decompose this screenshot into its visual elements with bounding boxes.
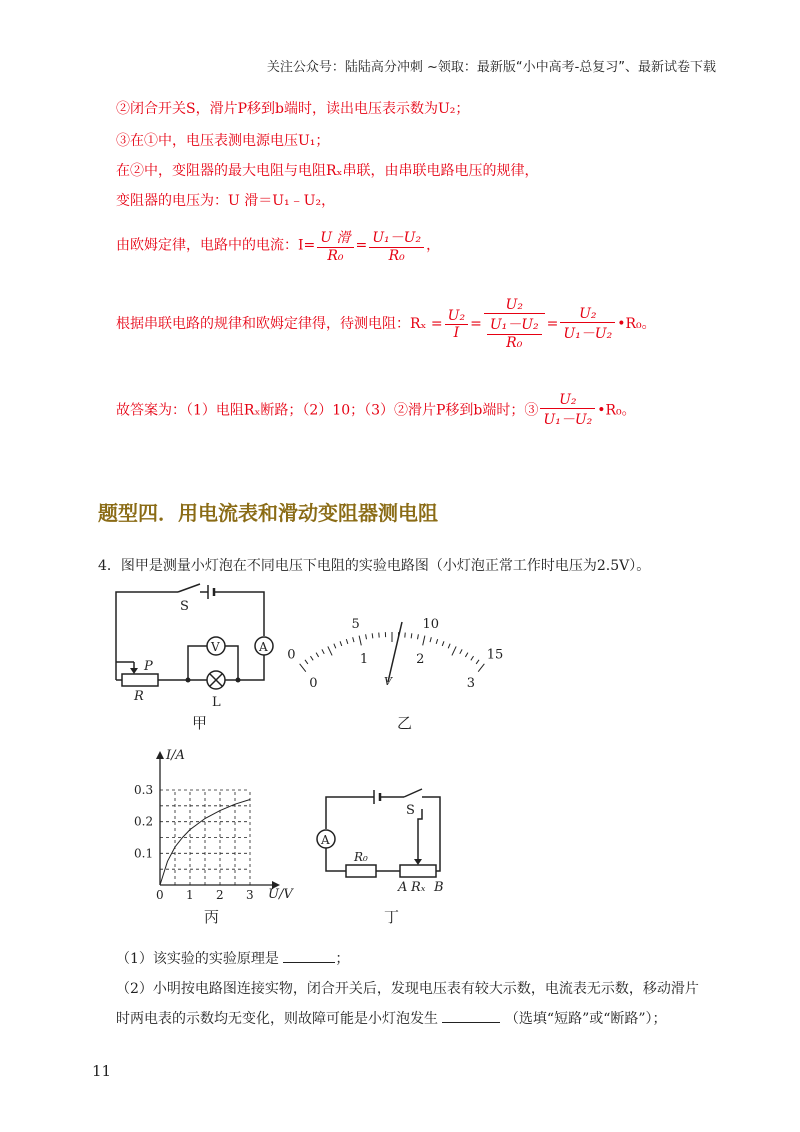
fraction-numerator: U₂	[484, 297, 545, 314]
rheostat-body	[122, 674, 158, 686]
dial-outer-tick-label: 5	[351, 616, 360, 632]
solution-line-6: 根据串联电路的规律和欧姆定律得，待测电阻：Rₓ = $\frac{\text{U₂}}{I}$ = $\frac{\text{U₂}}{\frac{\text{U₁－U₂}}{\text{R₀}}}$ = $\frac{\text{U₂}}{\text{U₁－U₂}}$ •R₀。	[116, 297, 656, 351]
slider-arrow-head	[414, 859, 422, 865]
y-tick-label: 0.3	[134, 783, 154, 797]
dial-tick	[346, 639, 348, 644]
dial-outer-tick-label: 0	[287, 647, 296, 663]
fraction	[369, 227, 424, 264]
fraction-numerator: U₁－U₂	[487, 314, 542, 335]
circuit-diagram-ding	[314, 785, 454, 900]
dial-tick	[442, 641, 444, 646]
caption-bing: 丙	[204, 908, 220, 926]
dial-tick	[328, 646, 332, 655]
fraction-denominator: R₀	[506, 335, 523, 351]
terminal-b-label: B	[434, 880, 444, 895]
page-header: 关注公众号：陆陆高分冲刺 ~领取：最新版“小中高考-总复习”、最新试卷下载	[266, 60, 716, 75]
dial-inner-tick-label: 1	[359, 652, 369, 668]
switch-label: S	[406, 803, 415, 818]
ammeter-label: A	[259, 640, 268, 654]
fraction	[540, 392, 595, 429]
terminal-a-label: A	[398, 880, 408, 895]
dial-needle	[388, 622, 402, 682]
dial-tick	[322, 649, 324, 653]
junction-dot	[186, 678, 191, 683]
solution-line-3: 在②中，变阻器的最大电阻与电阻Rₓ串联，由串联电路电压的规律，	[116, 163, 539, 179]
wire	[422, 797, 440, 871]
r0-resistor	[346, 865, 376, 877]
dial-tick	[411, 633, 412, 638]
caption-yi: 乙	[397, 714, 413, 732]
dial-tick	[452, 646, 456, 655]
voltmeter-label: V	[211, 640, 220, 654]
iu-chart-bing	[120, 745, 310, 905]
wire	[238, 655, 264, 680]
dial-tick	[471, 656, 474, 660]
solution-line-2: ③在①中，电压表测电源电压U₁；	[116, 133, 330, 149]
dial-tick	[340, 641, 342, 646]
page-number: 11	[92, 1062, 112, 1080]
punctuation: •R₀。	[597, 402, 636, 419]
caption-ding: 丁	[384, 908, 400, 926]
fraction-denominator: U₁－U₂	[563, 325, 613, 342]
slider-label: P	[144, 659, 153, 674]
question-text: （选填“短路”或“断路”）；	[504, 1011, 667, 1027]
answer-blank[interactable]	[442, 1022, 500, 1023]
question-intro: 4．图甲是测量小灯泡在不同电压下电阻的实验电路图（小灯泡正常工作时电压为2.5V）。	[98, 558, 651, 574]
answer-text: 故答案为：（1）电阻Rₓ断路；（2）10；（3）②滑片P移到b端时；③	[116, 402, 539, 419]
wire	[326, 848, 346, 871]
solution-line-1: ②闭合开关S，滑片P移到b端时，读出电压表示数为U₂；	[116, 101, 470, 117]
dial-inner-tick-label: 3	[466, 676, 476, 692]
dial-tick	[366, 634, 367, 639]
dial-tick	[465, 653, 468, 657]
fraction	[487, 314, 542, 351]
dial-tick	[310, 656, 313, 660]
dial-tick	[436, 639, 438, 644]
solution-answer	[116, 392, 636, 429]
dial-tick	[353, 637, 354, 642]
dial-tick	[359, 636, 361, 646]
dial-tick	[418, 634, 419, 639]
circuit-diagram-jia	[108, 580, 278, 720]
y-axis-arrow	[156, 751, 164, 759]
fraction-numerator: U 滑	[317, 227, 353, 248]
sub-question-1	[116, 948, 349, 968]
fraction	[560, 306, 615, 343]
y-axis-label: I/A	[166, 748, 185, 763]
x-tick-label: 2	[216, 888, 224, 902]
dial-unit: V	[384, 675, 392, 688]
dial-tick	[423, 636, 425, 646]
r0-label: R₀	[354, 850, 368, 864]
section-title: 题型四．用电流表和滑动变阻器测电阻	[98, 501, 438, 525]
fraction-denominator: R₀	[327, 248, 344, 264]
wire	[326, 797, 374, 829]
dial-inner-tick-label: 2	[416, 652, 425, 668]
dial-tick	[316, 653, 319, 657]
punctuation: •R₀。	[617, 316, 656, 332]
fraction	[317, 227, 353, 264]
ammeter-label: A	[321, 833, 330, 847]
chart-tick-labels	[134, 783, 254, 902]
dial-tick	[478, 664, 484, 672]
question-text: 时两电表的示数均无变化，则故障可能是小灯泡发生	[116, 1011, 438, 1027]
rx-label: Rₓ	[411, 880, 426, 895]
dial-inner-tick-label: 0	[309, 676, 318, 692]
fraction-numerator: U₂	[445, 308, 468, 325]
fraction-numerator: U₁－U₂	[369, 227, 424, 248]
voltmeter-dial-yi	[287, 592, 504, 692]
dial-tick	[300, 664, 306, 672]
x-tick-label: 3	[246, 888, 254, 902]
question-text: （1）该实验的实验原理是	[116, 951, 279, 967]
solution-line-4: 变阻器的电压为：U 滑＝U₁﹣U₂，	[116, 193, 336, 209]
fraction-denominator: R₀	[388, 248, 405, 264]
dial-tick	[430, 637, 431, 642]
lamp-label: L	[212, 695, 221, 710]
ohm-law-text: 由欧姆定律，电路中的电流：I=	[116, 237, 316, 254]
fraction	[445, 308, 468, 341]
slider-arrow-head	[130, 668, 138, 674]
answer-blank[interactable]	[283, 962, 335, 963]
x-tick-label: 1	[186, 888, 194, 902]
junction-dot	[236, 678, 241, 683]
punctuation: ；	[335, 951, 350, 967]
wire	[188, 646, 207, 680]
sub-question-2-line-2	[116, 1008, 667, 1028]
dial-tick	[305, 660, 308, 664]
fraction-denominator: I	[453, 324, 460, 341]
fraction-numerator: U₂	[560, 306, 615, 323]
dial-tick	[448, 644, 450, 649]
switch-blade	[178, 584, 200, 592]
rheostat-label: R	[134, 689, 144, 704]
dial-tick	[334, 644, 336, 649]
dial-outer-tick-label: 10	[422, 616, 440, 632]
x-tick-label: 0	[156, 888, 164, 902]
caption-jia: 甲	[192, 714, 208, 732]
sub-question-2-line-1: （2）小明按电路图连接实物，闭合开关后，发现电压表有较大示数，电流表无示数，移动滑片	[116, 981, 699, 997]
x-axis-label: U/V	[268, 887, 293, 902]
rx-text: 根据串联电路的规律和欧姆定律得，待测电阻：Rₓ	[116, 316, 427, 332]
fraction-denominator	[484, 314, 545, 351]
y-tick-label: 0.2	[134, 814, 154, 829]
dial-tick	[372, 633, 373, 638]
compound-fraction	[484, 297, 545, 351]
wire	[225, 646, 238, 680]
switch-blade	[404, 789, 422, 797]
rx-rheostat	[400, 865, 436, 877]
dial-outer-tick-label: 15	[486, 647, 504, 663]
slider-wire	[418, 809, 422, 859]
dial-tick	[476, 660, 479, 664]
punctuation: ，	[426, 237, 441, 254]
wire	[214, 592, 264, 636]
fraction-numerator: U₂	[540, 392, 595, 409]
fraction-denominator: U₁－U₂	[543, 412, 593, 428]
solution-line-5: 由欧姆定律，电路中的电流：I= $\frac{\text{U 滑}}{\text{R₀}}$ = $\frac{\text{U₁－U₂}}{\text{R₀}}$ ，	[116, 227, 440, 264]
y-tick-label: 0.1	[134, 846, 154, 861]
dial-tick	[460, 649, 462, 653]
switch-label: S	[180, 599, 189, 614]
